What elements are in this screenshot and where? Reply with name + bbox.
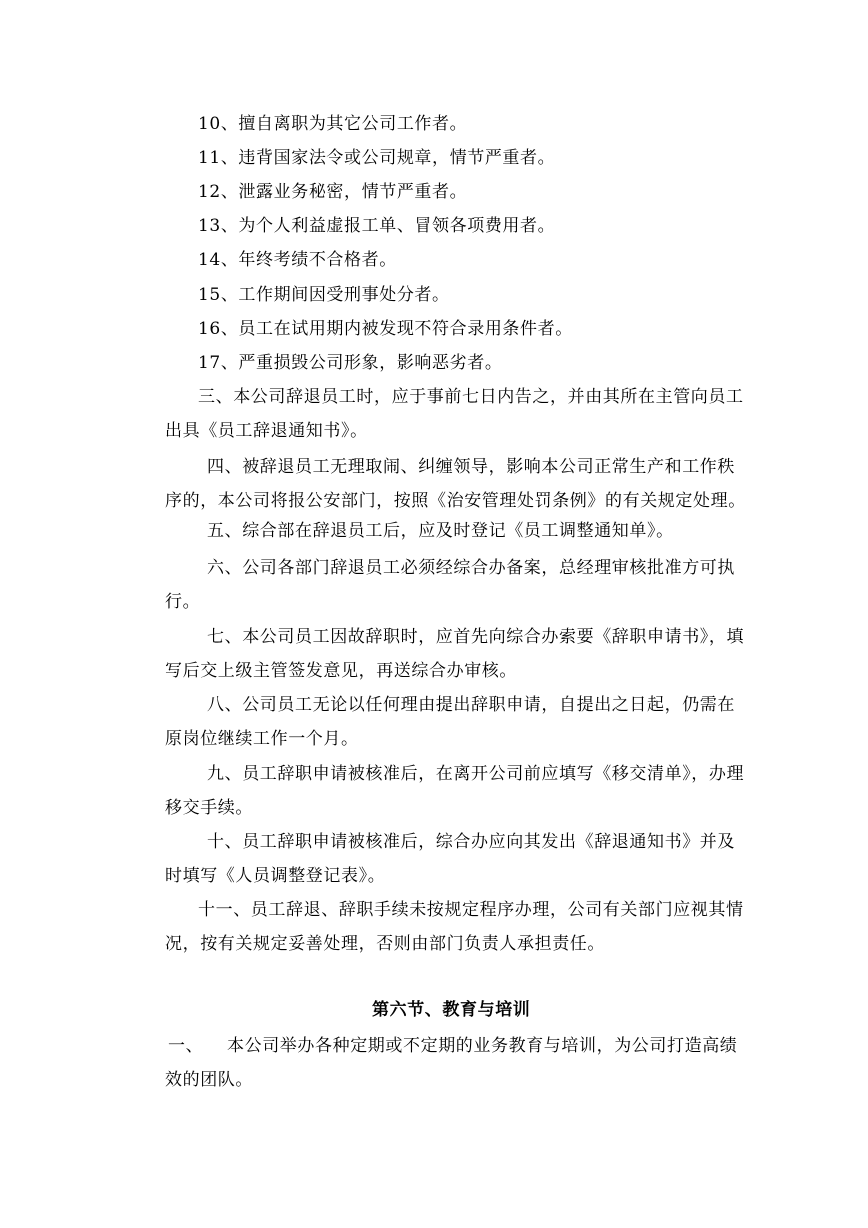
paragraph-line: 六、公司各部门辞退员工必须经综合办备案，总经理审核批准方可执 — [207, 558, 735, 578]
paragraph-line: 序的，本公司将报公安部门，按照《治安管理处罚条例》的有关规定处理。 — [165, 491, 746, 511]
paragraph-line: 十、员工辞职申请被核准后，综合办应向其发出《辞退通知书》并及 — [207, 832, 735, 852]
paragraph-line: 行。 — [165, 592, 201, 612]
section-paragraph-number: 一、 — [168, 1036, 204, 1056]
section-title: 第六节、教育与培训 — [372, 1000, 531, 1020]
paragraph-line: 写后交上级主管签发意见，再送综合办审核。 — [165, 661, 517, 681]
list-item: 14、年终考绩不合格者。 — [198, 250, 397, 270]
list-item: 13、为个人利益虚报工单、冒领各项费用者。 — [198, 216, 556, 236]
paragraph-line: 移交手续。 — [165, 798, 253, 818]
list-item: 17、严重损毁公司形象，影响恶劣者。 — [198, 353, 503, 373]
list-item: 16、员工在试用期内被发现不符合录用条件者。 — [198, 319, 573, 339]
paragraph-line: 效的团队。 — [165, 1070, 253, 1090]
paragraph-line: 八、公司员工无论以任何理由提出辞职申请，自提出之日起，仍需在 — [207, 695, 735, 715]
list-item: 10、擅自离职为其它公司工作者。 — [198, 114, 468, 134]
paragraph-line: 十一、员工辞退、辞职手续未按规定程序办理，公司有关部门应视其情 — [198, 900, 744, 920]
list-item: 15、工作期间因受刑事处分者。 — [198, 285, 450, 305]
paragraph-line: 况，按有关规定妥善处理，否则由部门负责人承担责任。 — [165, 934, 605, 954]
paragraph-line: 本公司举办各种定期或不定期的业务教育与培训，为公司打造高绩 — [227, 1036, 738, 1056]
paragraph-line: 七、本公司员工因故辞职时，应首先向综合办索要《辞职申请书》，填 — [207, 627, 745, 647]
paragraph-line: 九、员工辞职申请被核准后，在离开公司前应填写《移交清单》，办理 — [207, 764, 745, 784]
paragraph-line: 出具《员工辞退通知书》。 — [165, 421, 368, 441]
paragraph-line: 原岗位继续工作一个月。 — [165, 729, 359, 749]
paragraph-line: 四、被辞退员工无理取闹、纠缠领导，影响本公司正常生产和工作秩 — [207, 457, 735, 477]
paragraph-line: 三、本公司辞退员工时，应于事前七日内告之，并由其所在主管向员工 — [198, 387, 744, 407]
paragraph-line: 时填写《人员调整登记表》。 — [165, 866, 386, 886]
list-item: 11、违背国家法令或公司规章，情节严重者。 — [198, 148, 556, 168]
paragraph-line: 五、综合部在辞退员工后，应及时登记《员工调整通知单》。 — [207, 521, 674, 541]
list-item: 12、泄露业务秘密，情节严重者。 — [198, 182, 468, 202]
